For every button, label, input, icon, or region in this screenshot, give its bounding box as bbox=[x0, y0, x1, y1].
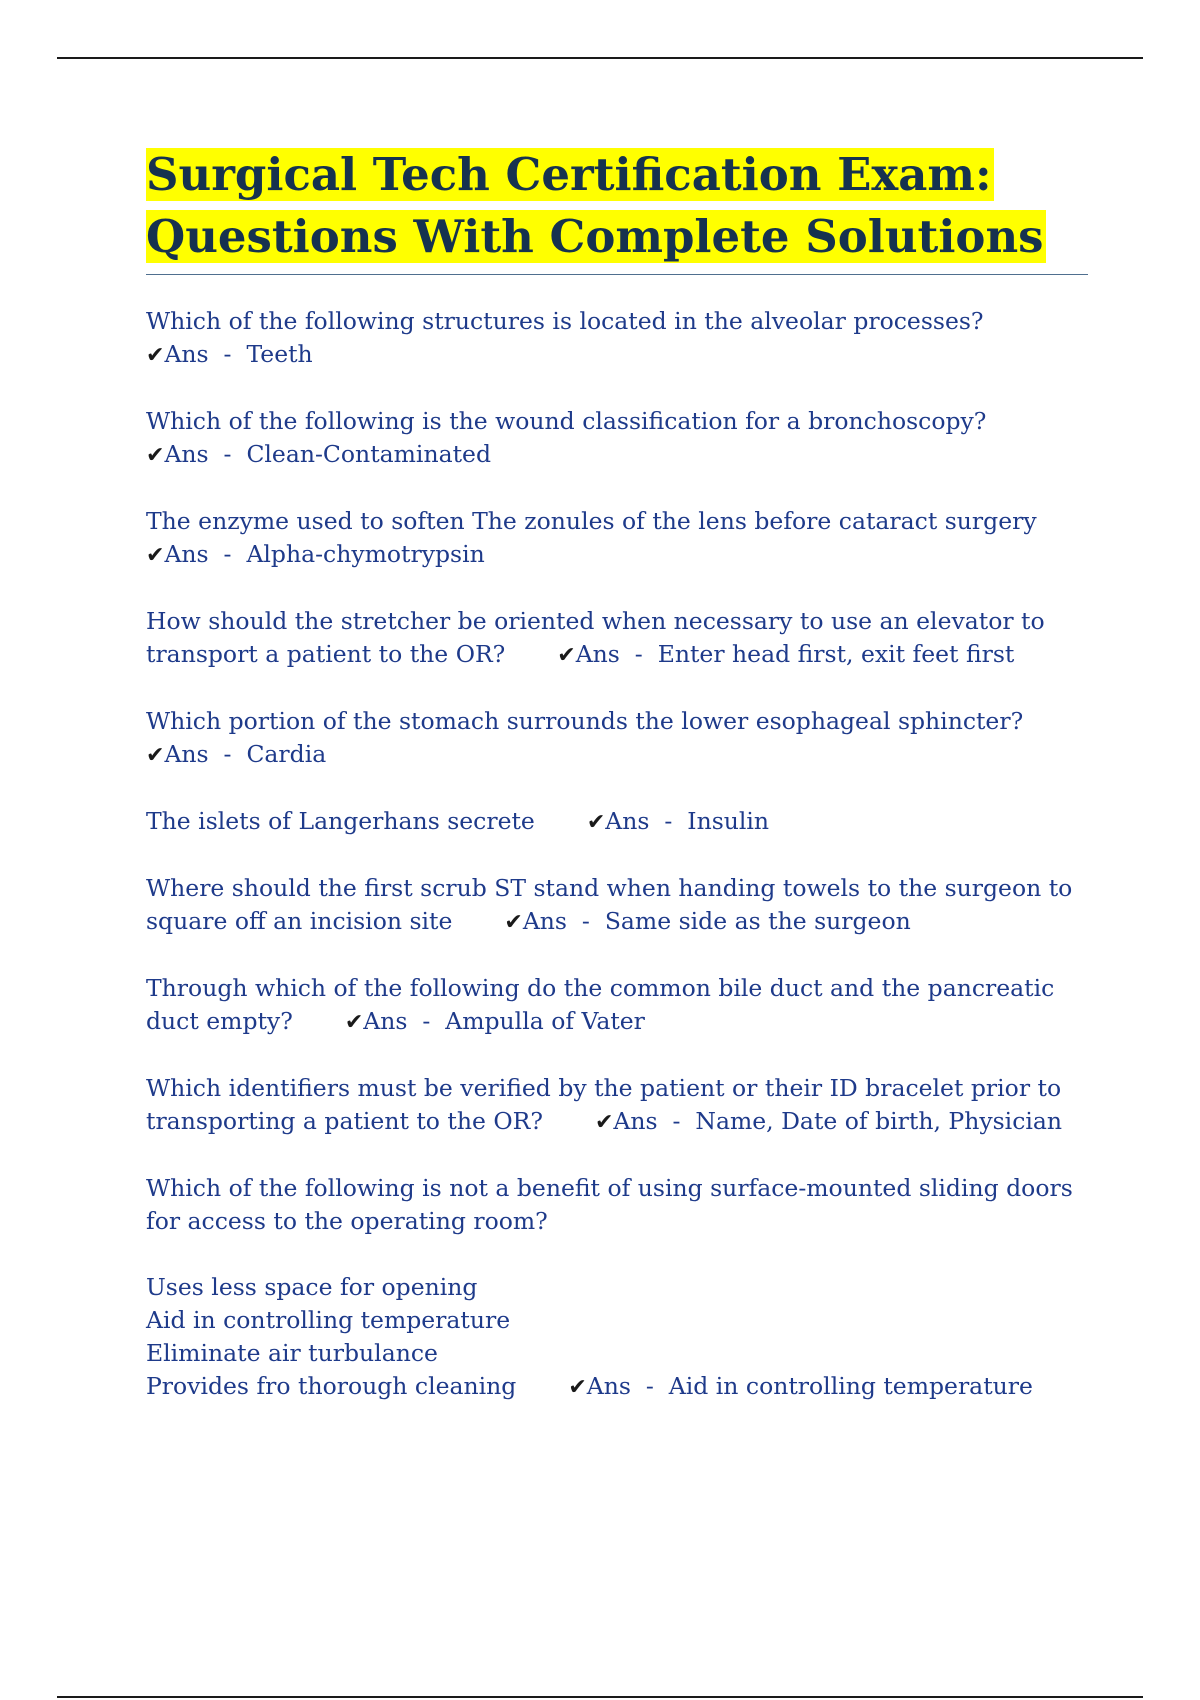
answer bbox=[557, 640, 1014, 668]
answer-label: Ans - bbox=[586, 1372, 669, 1400]
question-text: Which portion of the stomach surrounds the lower esophageal sphincter? bbox=[146, 707, 1024, 735]
question-text: Where should the first scrub ST stand when handing towels to the surgeon to square off an incision site bbox=[146, 874, 1073, 935]
answer-label: Ans - bbox=[164, 440, 247, 468]
check-icon: ✔ bbox=[594, 1110, 614, 1135]
check-icon: ✔ bbox=[586, 810, 606, 835]
qa-item bbox=[146, 305, 1088, 372]
answer bbox=[146, 438, 1088, 472]
answer bbox=[504, 907, 910, 935]
check-icon: ✔ bbox=[146, 443, 165, 468]
answer-text: Name, Date of birth, Physician bbox=[695, 1107, 1063, 1135]
answer-text: Teeth bbox=[246, 340, 313, 368]
check-icon: ✔ bbox=[146, 743, 165, 768]
qa-item bbox=[146, 405, 1088, 472]
answer-text: Clean-Contaminated bbox=[246, 440, 491, 468]
check-icon: ✔ bbox=[568, 1375, 587, 1400]
option-item: Eliminate air turbulance bbox=[146, 1339, 438, 1367]
answer-label: Ans - bbox=[164, 540, 247, 568]
answer-text: Aid in controlling temperature bbox=[668, 1372, 1033, 1400]
check-icon: ✔ bbox=[146, 343, 165, 368]
answer-label: Ans - bbox=[522, 907, 605, 935]
document-body bbox=[146, 144, 1088, 1404]
question-text: Which identifiers must be verified by the patient or their ID bracelet prior to transporting a patient to the OR? bbox=[146, 1074, 1062, 1135]
qa-item bbox=[146, 872, 1088, 939]
qa-item bbox=[146, 505, 1088, 572]
title-line-2: Questions With Complete Solutions bbox=[146, 210, 1044, 263]
header-rule bbox=[57, 57, 1143, 59]
answer-text: Enter head first, exit feet first bbox=[657, 640, 1015, 668]
title-underline bbox=[146, 274, 1088, 275]
answer bbox=[146, 738, 1088, 772]
answer-text: Ampulla of Vater bbox=[445, 1007, 645, 1035]
question-text: The islets of Langerhans secrete bbox=[146, 807, 535, 835]
question-text: Through which of the following do the common bile duct and the pancreatic duct empty? bbox=[146, 974, 1055, 1035]
answer-label: Ans - bbox=[164, 740, 247, 768]
answer-text: Cardia bbox=[246, 740, 327, 768]
title-line-1: Surgical Tech Certification Exam: bbox=[146, 148, 992, 201]
answer bbox=[146, 338, 1088, 372]
answer-text: Same side as the surgeon bbox=[604, 907, 911, 935]
answer bbox=[146, 538, 1088, 572]
document-title bbox=[146, 144, 1088, 268]
answer-label: Ans - bbox=[605, 807, 688, 835]
answer-label: Ans - bbox=[363, 1007, 446, 1035]
qa-item bbox=[146, 972, 1088, 1039]
answer-text: Insulin bbox=[687, 807, 770, 835]
footer-rule bbox=[57, 1696, 1143, 1698]
question-text: Which of the following is the wound classification for a bronchoscopy? bbox=[146, 407, 987, 435]
qa-item bbox=[146, 605, 1088, 672]
check-icon: ✔ bbox=[557, 643, 576, 668]
qa-item bbox=[146, 805, 1088, 839]
question-text: The enzyme used to soften The zonules of the lens before cataract surgery bbox=[146, 507, 1037, 535]
answer bbox=[595, 1107, 1062, 1135]
answer-label: Ans - bbox=[575, 640, 658, 668]
question-text: How should the stretcher be oriented when necessary to use an elevator to transport a patient to the OR? bbox=[146, 607, 1045, 668]
answer-text: Alpha-chymotrypsin bbox=[246, 540, 485, 568]
answer-label: Ans - bbox=[613, 1107, 696, 1135]
question-text: Which of the following is not a benefit of using surface-mounted sliding doors for access to the operating room? bbox=[146, 1174, 1073, 1235]
check-icon: ✔ bbox=[146, 543, 165, 568]
qa-item-last bbox=[146, 1172, 1088, 1238]
check-icon: ✔ bbox=[504, 910, 523, 935]
option-item-with-answer bbox=[146, 1370, 1088, 1404]
qa-item bbox=[146, 1072, 1088, 1139]
option-item: Uses less space for opening bbox=[146, 1273, 478, 1301]
option-text: Provides fro thorough cleaning bbox=[146, 1372, 517, 1400]
question-text: Which of the following structures is located in the alveolar processes? bbox=[146, 307, 984, 335]
options-list bbox=[146, 1271, 1088, 1404]
option-item: Aid in controlling temperature bbox=[146, 1306, 511, 1334]
qa-item bbox=[146, 705, 1088, 772]
check-icon: ✔ bbox=[344, 1010, 364, 1035]
answer bbox=[587, 807, 769, 835]
answer bbox=[345, 1007, 645, 1035]
qa-list bbox=[146, 305, 1088, 1139]
answer-label: Ans - bbox=[164, 340, 247, 368]
